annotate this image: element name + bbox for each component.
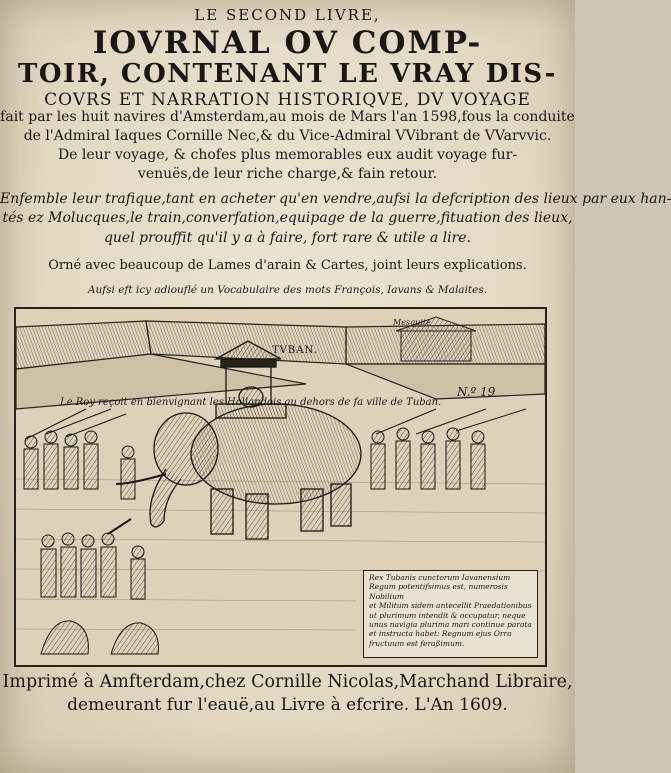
- main-title-line-2: TOIR, CONTENANT LE VRAY DIS-: [18, 59, 557, 89]
- latin-cartouche: Rex Tubanis cunctorum Iavanensium Regum potentifsimus est, numerosis Nobilium et Militum sidem antecellit Praedationibus ut plurimum intendit & occupatur, neque unus navigia plurima mari continue parata et instructa habet: Regnum ejus Orra fructuum est feraßimum.: [363, 570, 538, 658]
- mosque-label: Mesquite: [393, 318, 431, 327]
- tuban-label: TVBAN.: [272, 345, 318, 356]
- vocabulary-note: Aufsi eft icy adiouflé un Vocabulaire des mots François, Iavans & Malaites.: [87, 284, 488, 296]
- plate-number: N.º 19: [457, 385, 496, 399]
- imprint-line-1: Imprimé à Amfterdam,chez Cornille Nicolas,Marchand Libraire,: [2, 672, 573, 692]
- main-title: IOVRNAL OV COMP-: [92, 25, 483, 61]
- subtitle-line-3: quel prouffit qu'il y a à faire, fort rare & utile a lire.: [103, 230, 472, 246]
- plate-caption: Le Roy reçoit en bienvignant les Hollandois au dehors de fa ville de Tuban.: [60, 397, 442, 408]
- subtitle-line-2: tés ez Molucques,le train,converfation,equipage de la guerre,fituation des lieux,: [2, 210, 573, 226]
- description-line-2: de l'Admiral Iaques Cornille Nec,& du Vice-Admiral VVibrant de VVarvvic.: [23, 128, 552, 144]
- description-line-3: De leur voyage, & chofes plus memorables eux audit voyage fur-: [57, 147, 518, 163]
- ornament-note: Orné avec beaucoup de Lames d'arain & Cartes, joint leurs explications.: [48, 258, 527, 273]
- book-label: LE SECOND LIVRE,: [194, 6, 381, 24]
- imprint-line-2: demeurant fur l'eauë,au Livre à efcrire. L'An 1609.: [67, 695, 508, 715]
- description-line-4: venuës,de leur riche charge,& fain retour.: [137, 166, 438, 182]
- description-line-1: fait par les huit navires d'Amsterdam,au mois de Mars l'an 1598,fous la conduite: [0, 109, 575, 125]
- subtitle-line-1: Enfemble leur trafique,tant en acheter qu'en vendre,aufsi la defcription des lieux par eux han-: [0, 191, 671, 207]
- engraved-plate: [14, 307, 547, 667]
- main-title-line-3: COVRS ET NARRATION HISTORIQVE, DV VOYAGE: [44, 90, 531, 110]
